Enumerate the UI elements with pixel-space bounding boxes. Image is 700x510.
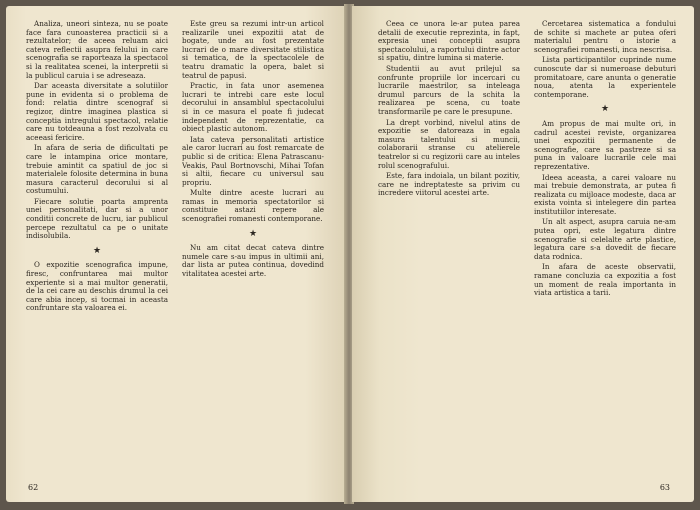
paragraph: Iata cateva personalitati artistice ale caror lucrari au fost remarcate de public si de critica: Elena Patrascanu-Veakis, Paul Bortnovschi, Mihai Tofan si altii, fiecare cu universul sau propriu.	[182, 134, 324, 187]
paragraph: Dar aceasta diversitate a solutiilor pune in evidenta si o problema de fond: relatia dintre scenograf si regizor, dintre imaginea plastica si conceptia intregului spectacol, relatie care nu totdeauna a fost rezolvata cu aceeasi fericire.	[26, 81, 168, 142]
paragraph: La drept vorbind, nivelul atins de expozitie se datoreaza in egala masura talentului si muncii, colaborarii stranse cu atelierele teatrelor si cu regizorii care au inteles rolul scenografului.	[378, 117, 520, 170]
right-page	[352, 6, 694, 502]
section-separator-star: ★	[248, 228, 258, 239]
right-column-2	[534, 20, 676, 460]
paragraph: Este, fara indoiala, un bilant pozitiv, care ne indreptateste sa privim cu incredere viitorul acestei arte.	[378, 171, 520, 198]
paragraph: Am propus de mai multe ori, in cadrul acestei reviste, organizarea unei expozitii permanente de scenografie, care sa pastreze si sa puna in valoare lucrarile cele mai reprezentative.	[534, 118, 676, 171]
paragraph: Nu am citat decat cateva dintre numele care s-au impus in ultimii ani, dar lista ar putea continua, dovedind vitalitatea acestei arte.	[182, 243, 324, 279]
paragraph: Cercetarea sistematica a fondului de schite si machete ar putea oferi materialul pentru o istorie a scenografiei romanesti, inca nescrisa.	[534, 20, 676, 54]
paragraph: In afara de seria de dificultati pe care le intampina orice montare, trebuie amintit ca spatiul de joc si materialele folosite determina in buna masura caracterul decorului si al costumului.	[26, 143, 168, 196]
paragraph: Practic, in fata unor asemenea lucrari te intrebi care este locul decorului in ansamblul spectacolului si in ce masura el poate fi judecat independent de reprezentatie, ca obiect plastic autonom.	[182, 81, 324, 134]
page-number: 62	[28, 483, 39, 492]
section-separator-star: ★	[600, 104, 610, 115]
left-column-2	[182, 20, 324, 460]
paragraph: Ideea aceasta, a carei valoare nu mai trebuie demonstrata, ar putea fi realizata cu mijloace modeste, daca ar exista vointa si intelegere din partea institutiilor interesate.	[534, 172, 676, 216]
paragraph: O expozitie scenografica impune, firesc, confruntarea mai multor experiente si a mai multor generatii, de la cei care au deschis drumul la cei care abia incep, si tocmai in aceasta confruntare sta valoarea ei.	[26, 260, 168, 313]
paragraph: Fiecare solutie poarta amprenta unei personalitati, dar si a unor conditii concrete de lucru, iar publicul percepe rezultatul ca pe o unitate indisolubila.	[26, 196, 168, 241]
left-page	[6, 6, 346, 502]
paragraph: Ceea ce unora le-ar putea parea detalii de executie reprezinta, in fapt, expresia unei conceptii asupra spectacolului, a raportului dintre actor si spatiu, dintre lumina si materie.	[378, 20, 520, 63]
section-separator-star: ★	[92, 245, 102, 256]
paragraph: Este greu sa rezumi intr-un articol realizarile unei expozitii atat de bogate, unde au fost prezentate lucrari de o mare diversitate stilistica si tematica, de la spectacolele de teatru dramatic la opera, balet si teatrul de papusi.	[182, 20, 324, 80]
paragraph: Lista participantilor cuprinde nume cunoscute dar si numeroase debuturi promitatoare, care anunta o generatie noua, atenta la experientele contemporane.	[534, 55, 676, 99]
paragraph: Analiza, uneori sinteza, nu se poate face fara cunoasterea practicii si a rezultatelor; de aceea reluam aici cateva reflectii asupra felului in care scenografia se raporteaza la spectacol si la realitatea scenei, la interpretii si la publicul caruia i se adreseaza.	[26, 20, 168, 80]
paragraph: In afara de aceste observatii, ramane concluzia ca expozitia a fost un moment de reala importanta in viata artistica a tarii.	[534, 262, 676, 298]
right-column-1	[378, 20, 520, 460]
paragraph: Studentii au avut prilejul sa confrunte propriile lor incercari cu lucrarile maestrilor, sa inteleaga drumul parcurs de la schita la realizarea pe scena, cu toate transformarile pe care le presupune.	[378, 63, 520, 116]
left-column-1	[26, 20, 168, 460]
paragraph: Multe dintre aceste lucrari au ramas in memoria spectatorilor si constituie astazi repere ale scenografiei romanesti contemporane.	[182, 188, 324, 224]
page-number: 63	[659, 483, 670, 492]
paragraph: Un alt aspect, asupra caruia ne-am putea opri, este legatura dintre scenografie si celelalte arte plastice, legatura care s-a dovedit de fiecare data rodnica.	[534, 217, 676, 261]
